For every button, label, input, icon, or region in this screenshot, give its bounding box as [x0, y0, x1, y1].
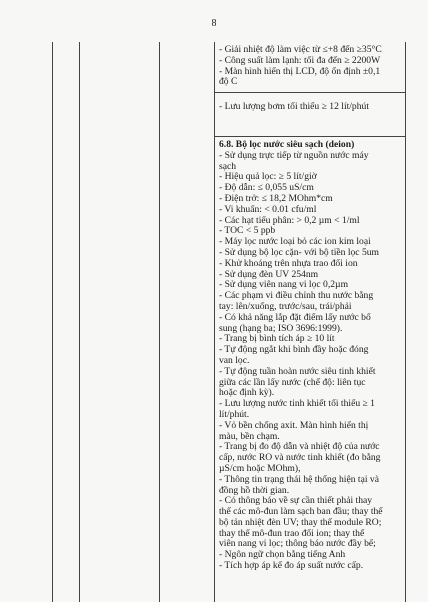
spec-line: - Khử khoáng trên nhựa trao đổi ion [219, 258, 358, 269]
row-divider [214, 136, 405, 137]
spec-line: viên nang vi lọc; thông báo nước đầy bể; [219, 539, 376, 550]
spec-line: - Giải nhiệt độ làm việc từ ≤+8 đến ≥35°C [219, 45, 382, 55]
spec-line: sạch [219, 161, 237, 172]
spec-table [52, 42, 406, 602]
spec-line: - Vỏ bền chống axit. Màn hình hiển thị [219, 420, 369, 431]
spec-line: - Các phạm vi điều chỉnh thu nước bằng [219, 291, 374, 302]
spec-line: - Thông tin trạng thái hệ thống hiện tại và [219, 474, 379, 485]
spec-line: tay: lên/xuống, trước/sau, trái/phải [219, 301, 352, 312]
spec-line: - Tự động tuần hoàn nước siêu tinh khiết [219, 366, 376, 377]
column-divider [79, 42, 80, 602]
column-divider [214, 42, 215, 602]
spec-line: - Sử dụng viên nang vi lọc 0,2µm [219, 280, 349, 291]
spec-line: - Trang bị bình tích áp ≥ 10 lít [219, 334, 335, 345]
spec-line: - Máy lọc nước loại bỏ các ion kim loại [219, 237, 371, 248]
spec-line: giữa các lần lấy nước (chế độ: liên tục [219, 377, 366, 388]
spec-line: - Tích hợp áp kế đo áp suất nước cấp. [219, 561, 364, 572]
spec-line: van lọc. [219, 355, 250, 366]
deion-filter-section [219, 140, 397, 572]
spec-line: - TOC < 5 ppb [219, 226, 276, 237]
column-divider [159, 42, 160, 602]
spec-line: - Sử dụng bộ lọc cặn- với bộ tiền lọc 5um [219, 247, 380, 258]
cooling-spec-block [219, 45, 397, 88]
page-number: 8 [211, 18, 217, 29]
spec-line: - Có khả năng lắp đặt điểm lấy nước bổ [219, 312, 371, 323]
spec-line: lít/phút. [219, 409, 250, 420]
spec-line: - Sử dụng trực tiếp từ nguồn nước máy [219, 150, 369, 161]
spec-line: hoặc định kỳ). [219, 388, 275, 399]
spec-line: - Ngôn ngữ chọn bằng tiếng Anh [219, 550, 346, 561]
spec-line: - Hiệu quả lọc: ≥ 5 lít/giờ [219, 172, 317, 183]
spec-line: đồng hồ thời gian. [219, 485, 290, 496]
row-divider [214, 92, 405, 93]
spec-line: bộ tản nhiệt đèn UV; thay thế module RO; [219, 517, 382, 528]
spec-line: - Vi khuẩn: < 0.01 cfu/ml [219, 204, 317, 215]
spec-line: - Lưu lượng nước tinh khiết tối thiểu ≥ 1 [219, 399, 375, 410]
spec-line: thay thế mô-đun trao đổi ion; thay thế [219, 528, 365, 539]
spec-line: - Trang bị đo độ dẫn và nhiệt độ của nước [219, 442, 380, 453]
spec-line: - Các hạt tiểu phân: > 0,2 µm < 1/ml [219, 215, 360, 226]
spec-line: - Có thông báo về sự cần thiết phải thay [219, 496, 373, 507]
spec-line: - Tự động ngắt khi bình đầy hoặc đóng [219, 345, 369, 356]
spec-line: - Công suất làm lạnh: tối đa đến ≥ 2200W [219, 55, 381, 66]
spec-line: µS/cm hoặc MOhm), [219, 463, 301, 474]
spec-line: - Độ dẫn: ≤ 0,055 uS/cm [219, 183, 314, 194]
spec-line: - Điện trở: ≤ 18,2 MOhm*cm [219, 193, 333, 204]
spec-line: sung (hạng ba; ISO 3696:1999). [219, 323, 343, 334]
spec-line: - Màn hình hiển thị LCD, độ ổn định ±0,1 [219, 66, 381, 77]
spec-line: màu, bền chạm. [219, 431, 280, 442]
spec-line: - Sử dụng đèn UV 254nm [219, 269, 319, 280]
spec-line: thế các mô-đun làm sạch ban đầu; thay thế [219, 507, 383, 518]
spec-line: - Lưu lượng bơm tối thiểu ≥ 12 lít/phút [219, 102, 369, 112]
section-title: 6.8. Bộ lọc nước siêu sạch (deion) [219, 140, 355, 150]
spec-line: độ C [219, 77, 238, 88]
flow-rate-block [219, 102, 397, 113]
spec-line: cấp, nước RO và nước tinh khiết (đo bằng [219, 453, 381, 464]
